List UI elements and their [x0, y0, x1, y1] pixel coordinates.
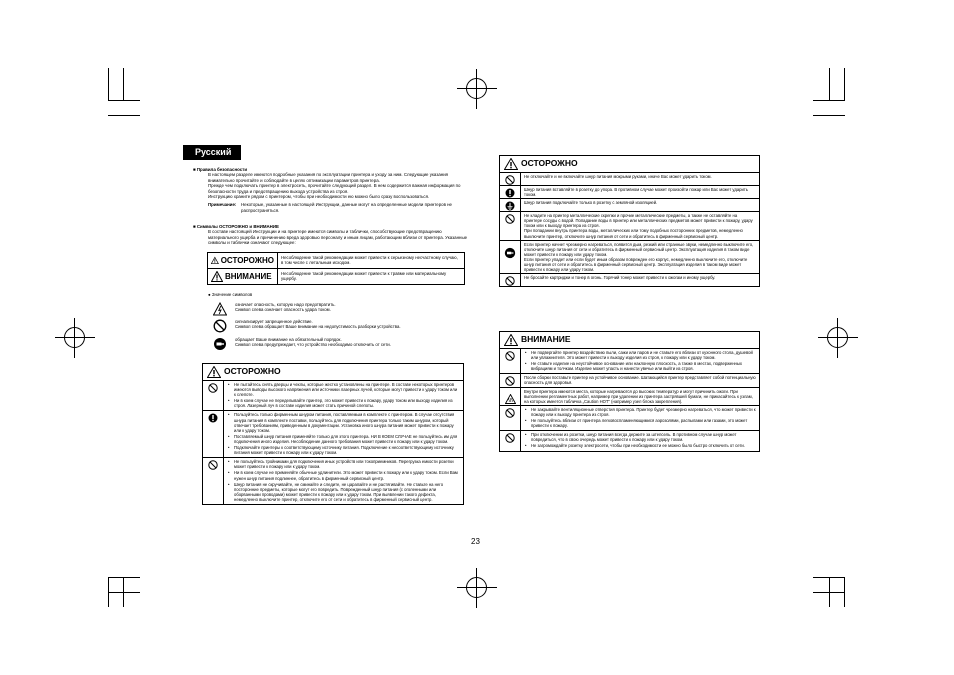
- table-row: [500, 406, 759, 431]
- list-item: • Не загромождайте розетку электросети, чтобы при необходимости ее можно было быстро отключить от сети.: [524, 443, 756, 448]
- signal-text: Несоблюдение такой рекомендации может привести к серьезному несчастному случаю, в том числе с летальным исходом.: [281, 255, 458, 266]
- crop-mark: [108, 592, 140, 593]
- list-item: • Поставляемый шнур питания применяйте только для этого принтера. НИ В КОЕМ СЛУЧАЕ не пользуйтесь им для подключения иного изделия. Несоблюдение данного требования может привести к пожару или к удару током.: [227, 434, 460, 444]
- row-content: [521, 406, 759, 430]
- list-item: • Ни в коем случае не применяйте обычные удлинители. Это может привести к пожару или к удару током. Если Вам нужен шнур питания подлиннее, обратитесь в фирменный сервисный центр.: [227, 470, 460, 480]
- note: [193, 202, 473, 213]
- symbol-example: [213, 319, 473, 333]
- prohibited-icon: [505, 433, 515, 443]
- table-header: [500, 156, 759, 173]
- row-content: Шнур питания вставляйте в розетку до упора. В противном случае может произойти пожар или Вас может ударить током.: [524, 187, 748, 198]
- prohibited-icon: [208, 460, 218, 470]
- row-content: Не бросайте картриджи и тонер в огонь. Горячий тонер может привести к ожогам и иному ущербу.: [524, 275, 716, 281]
- row-icon-cell: [500, 431, 521, 450]
- signal-label-text: ОСТОРОЖНО: [220, 256, 274, 265]
- left-warning-table: [202, 363, 464, 505]
- right-caution-table: [499, 331, 760, 452]
- table-title: ВНИМАНИЕ: [521, 334, 571, 345]
- table-row: [500, 173, 759, 186]
- row-content: [224, 458, 463, 504]
- row-content: Не кладите на принтер металлические скрепки и прочие металлические предметы, а также не оставляйте на принтере сосуды с водой. Попадание воды в принтер или металлических предметов может привести к пожару, удару током или к выходу принтера из строя. При попадании внутрь принтера воды, металлических или тому подобных посторонних предметов, немедленно выключите принтер, отключите шнур питания от сети и обратитесь в фирменный сервисный центр.: [524, 213, 753, 239]
- prohibited-icon: [505, 214, 515, 224]
- table-row: [500, 186, 759, 199]
- safety-intro: В настоящем разделе имеются подробные указания по эксплуатации принтера и уходу за ним. Следующие указания внимательно прочитайте и соблюдайте в целях оптимизации параметров принтера.: [208, 172, 449, 183]
- list-item: • Не пользуйтесь вблизи от принтера легковоспламеняющимися аэрозолями, распылами или газами, это может привести к пожару.: [524, 418, 756, 428]
- signal-row-warning: [208, 253, 464, 269]
- registration-mark: [55, 318, 95, 358]
- registration-mark: [818, 318, 858, 358]
- symbol-desc: обращает Ваше внимание на обязательный порядок.: [235, 337, 342, 342]
- symbols-section: [193, 224, 473, 246]
- crop-mark: [108, 100, 140, 101]
- table-row: [500, 241, 759, 275]
- symbol-example: [213, 302, 473, 316]
- safety-paragraph: Прежде чем подключать принтер в электросеть, прочитайте следующий раздел. В нем содержится важная информация по безопасности труда и предотвращению выхода устройства из строя.: [208, 183, 461, 194]
- symbol-desc: Символ слева обращает Ваше внимание на недопустимость разборки устройства.: [235, 324, 401, 330]
- crop-mark: [813, 115, 845, 116]
- row-content: [224, 411, 463, 457]
- crop-mark: [108, 68, 109, 100]
- table-title: ОСТОРОЖНО: [521, 158, 578, 169]
- symbol-desc: сигнализирует запрещенное действие.: [235, 319, 313, 324]
- prohibited-icon: [208, 383, 218, 393]
- warning-triangle-icon: [504, 334, 518, 346]
- symbol-example: [213, 337, 473, 351]
- symbols-intro: В составе настоящей Инструкции и на принтере имеются символы и таблички, способствующие предотвращению материального ущерба и причинению вреда здоровью персоналу и иным лицам, работающим вблизи от принтера. Указанные символы и таблички означают следующее:: [208, 229, 468, 246]
- row-icon-cell: [203, 458, 224, 504]
- unplug-icon: [213, 337, 227, 351]
- crop-mark: [108, 577, 140, 578]
- prohibited-icon: [505, 175, 515, 185]
- table-header: [203, 364, 463, 381]
- crop-mark: [123, 68, 124, 100]
- symbol-desc: означает опасность, которую надо предотвратить.: [235, 302, 336, 307]
- crop-mark: [108, 115, 140, 116]
- row-icon-cell: [500, 199, 521, 211]
- crop-mark: [844, 68, 845, 100]
- table-row: [500, 212, 759, 240]
- list-item: • Подключайте принтеры к соответствующему источнику питания. Подключение к несоответствующему источнику питания может привести к пожару или к удару током.: [227, 445, 460, 455]
- list-item: • Не закрывайте вентиляционные отверстия принтера. Принтер будет чрезмерно нагреваться, что может привести к пожару или к выходу принтера из строя.: [524, 407, 756, 417]
- row-content: [521, 349, 759, 373]
- registration-mark: [457, 69, 497, 109]
- note-label: Примечание:: [208, 202, 237, 208]
- warning-triangle-icon: [211, 255, 219, 266]
- table-row: [500, 349, 759, 374]
- mandatory-icon: [505, 188, 515, 198]
- table-row: [203, 411, 463, 458]
- table-row: [500, 388, 759, 406]
- mandatory-icon: [208, 413, 218, 423]
- row-icon-cell: [500, 349, 521, 373]
- row-icon-cell: [203, 411, 224, 457]
- signal-label: [208, 253, 278, 268]
- warning-triangle-icon: [504, 158, 518, 170]
- electric-shock-warning-icon: [213, 302, 227, 316]
- page-number: 23: [471, 537, 480, 546]
- signal-label: [208, 269, 278, 284]
- warning-triangle-icon: [211, 271, 223, 282]
- warning-triangle-icon: [207, 366, 221, 378]
- right-warning-table: [499, 155, 760, 287]
- row-content: Если принтер начнет чрезмерно нагреваться, появится дым, резкий или странные звуки, немедленно выключите его, отключите шнур питания от сети и обратитесь в фирменный сервисный центр. Эксплуатация изделия в таком виде может привести к пожару или удару током. Если принтер упадет или если будет иным образом поврежден его корпус, немедленно выключите его, отключите шнур питания от сети и обратитесь в фирменный сервисный центр. Эксплуатация изделия в таком виде может привести к пожару или удару током.: [524, 241, 754, 273]
- list-item: • При отключении из розетки, шнур питания всегда держите за штепсель. В противном случае шнур может повредиться, что в свою очередь может привести к пожару или к удару током.: [524, 432, 756, 442]
- crop-mark: [829, 68, 830, 100]
- row-content: Внутри принтера имеются места, которые нагреваются до высоких температур и могут причинить ожоги. При выполнении регламентных работ, например при удалении из принтера застрявшей бумаги, не прикасайтесь к узлам, на которых имеется табличка „Caution HOT" (например узел блока закрепления).: [524, 388, 753, 404]
- list-item: • Не пользуйтесь тройниками для подключения иных устройств или токоприемников. Перегрузка емкости розетки может привести к пожару или к удару током.: [227, 459, 460, 469]
- row-icon-cell: [500, 212, 521, 239]
- signal-word-table: [207, 252, 465, 285]
- crop-mark: [108, 577, 109, 607]
- row-icon-cell: [500, 388, 521, 405]
- row-content: [224, 381, 463, 410]
- row-icon-cell: [500, 186, 521, 198]
- safety-paragraph: Инструкцию храните рядом с принтером, чтобы при необходимости ею можно было сразу воспользоваться.: [208, 194, 430, 200]
- symbols-heading: ■ Символы ОСТОРОЖНО и ВНИМАНИЕ: [193, 224, 279, 229]
- signal-row-caution: [208, 269, 464, 284]
- row-icon-cell: [500, 274, 521, 286]
- prohibited-icon: [505, 351, 515, 361]
- list-item: • Пользуйтесь только фирменным шнуром питания, поставляемым в комплекте с принтером. В случае отсутствия шнура питания в комплекте поставки, пользуйтесь для подключения принтера только таким шнуром, который отвечает требованиям, приведенным в документации. Установка иного шнура питания может привести к пожару или к удару током.: [227, 412, 460, 432]
- row-content: Шнур питания подключайте только в розетку с земляной изоляцией.: [524, 200, 658, 206]
- symbol-desc: Символ слева означает опасность удара током.: [235, 307, 331, 313]
- row-content: После сборки поставьте принтер на устойчивое основание. Шатающийся принтер представляет собой потенциальную опасность для здоровья.: [524, 375, 756, 386]
- table-row: [500, 374, 759, 387]
- table-row: [500, 431, 759, 450]
- crop-mark: [844, 577, 845, 607]
- table-row: [203, 381, 463, 411]
- list-item: • Шнур питания не скручивайте, не сминайте и следите, не царапайте и не растягивайте. Не ставьте на него посторонние предметы, которые могут его повредить. Поврежденный шнур питания (с оголенными или оборванными проводами) может привести к пожару или к удару током. При выявлении такого дефекта, немедленно выключите принтер, отключите его от сети и обратитесь в фирменный сервисный центр.: [227, 482, 460, 502]
- signal-text: Несоблюдение такой рекомендации может привести к травме или материальному ущербу.: [281, 271, 447, 282]
- signal-label-text: ВНИМАНИЕ: [225, 272, 272, 281]
- prohibited-icon: [505, 376, 515, 386]
- language-tab: Русский: [183, 145, 241, 160]
- table-row: [500, 274, 759, 286]
- safety-section: [193, 167, 473, 213]
- list-item: • Ни в коем случае не переделывайте принтер, это может привести к пожару, удару током или выходу изделия из строя. Лазерный луч в составе изделия может стать причиной слепоты.: [227, 398, 460, 408]
- row-content: [521, 431, 759, 450]
- safety-heading: ■ Правила безопасности: [193, 167, 248, 172]
- symbol-examples-heading: ● Значение символов: [208, 292, 253, 297]
- symbol-desc: Символ слева предупреждает, что устройство необходимо отключить от сети.: [235, 342, 391, 348]
- row-content: Не отключайте и не включайте шнур питания мокрыми руками, иначе Вас может ударить током.: [524, 174, 712, 179]
- crop-mark: [123, 577, 124, 607]
- row-icon-cell: [500, 241, 521, 274]
- crop-mark: [813, 100, 845, 101]
- hot-surface-icon: [505, 394, 516, 404]
- note-text: Некоторые, указанные в настоящей Инструкции, данные могут на определенные модели принтеров не распространяться.: [241, 202, 453, 213]
- list-item: • Не пытайтесь снять дверцы и чехлы, которые жестко установлены на принтере. В составе некоторых принтеров имеются выводы высокого напряжения или источники лазерных лучей, которые могут привести к удару током или к слепоте.: [227, 382, 460, 397]
- crop-mark: [829, 577, 830, 607]
- list-item: • Не ставьте изделие на неустойчивое основание или наклонную плоскость, а также в местах, подверженных вибрациям и толчкам. Изделие может упасть и нанести увечье или выйти из строя.: [524, 361, 756, 371]
- row-icon-cell: [203, 381, 224, 410]
- table-header: [500, 332, 759, 349]
- unplug-icon: [504, 247, 516, 259]
- prohibited-icon: [213, 319, 227, 333]
- row-icon-cell: [500, 406, 521, 430]
- row-icon-cell: [500, 374, 521, 386]
- prohibited-icon: [505, 408, 515, 418]
- table-row: [500, 199, 759, 212]
- ground-icon: [505, 201, 515, 211]
- prohibited-icon: [505, 276, 515, 286]
- table-title: ОСТОРОЖНО: [224, 366, 281, 377]
- list-item: • Не подвергайте принтер воздействию пыли, сажи или паров и не ставьте его вблизи от кухонного стола, душевой или увлажнителя. Это может привести к выходу изделия из строя, к пожару или к удару током.: [524, 350, 756, 360]
- registration-mark: [457, 568, 497, 608]
- table-row: [203, 458, 463, 504]
- row-icon-cell: [500, 173, 521, 185]
